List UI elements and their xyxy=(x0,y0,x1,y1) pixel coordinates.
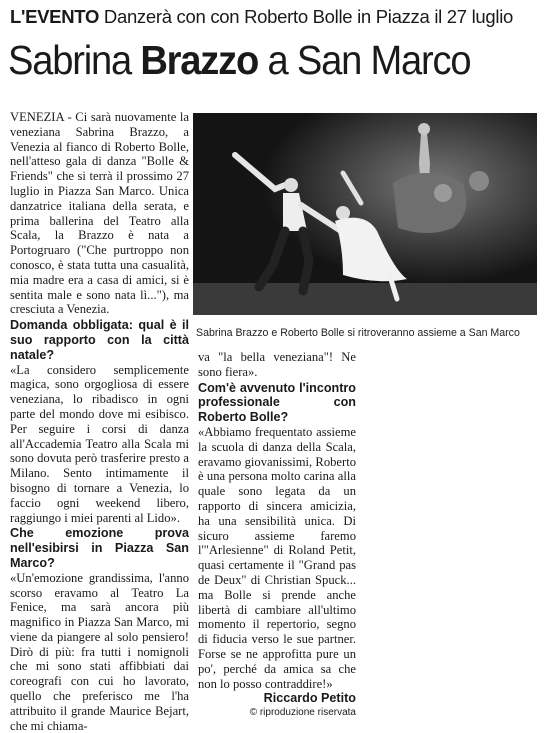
section-label: L'EVENTO xyxy=(10,6,100,27)
answer-2-continued: va "la bella veneziana"! Ne sono fiera». xyxy=(198,350,356,379)
question-2: Che emozione prova nell'esibirsi in Piazza San Marco? xyxy=(10,526,189,570)
kicker-text: Danzerà con con Roberto Bolle in Piazza il 27 luglio xyxy=(103,6,514,27)
answer-2: «Un'emozione grandissima, l'anno scorso eravamo al Teatro La Fenice, ma sarà ancora più magnifico in Piazza San Marco, mi viene da piangere al solo pensiero! Dirò di più: fra tutti i nomignoli che mi sono stati affibbiati dai coreografi con cui ho lavorato, quello che preferisco me l'ha attribuito il grande Maurice Bejart, che mi chiama- xyxy=(10,570,189,733)
headline-part2: a San Marco xyxy=(258,37,471,83)
kicker-line xyxy=(10,4,550,30)
answer-1: «La considero semplicemente magica, sono orgogliosa di essere veneziana, lo ribadisco in ogni parte del mondo dove mi esibisco. Per seguire i corsi di danza all'Accademia Teatro alla Scala mi sono dovuta però trasferire presto a Milano. Sento intimamente il bisogno di tornare a Venezia, lo faccio ogni weekend libero, raggiungo i miei parenti al Lido». xyxy=(10,362,189,525)
article-column-1 xyxy=(10,110,189,733)
dance-photo xyxy=(193,113,537,315)
article-intro: VENEZIA - Ci sarà nuovamente la veneziana Sabrina Brazzo, a Venezia al fianco di Roberto Bolle, nell'atteso gala di danza "Bolle & Friends" che si terrà il prossimo 27 luglio in Piazza San Marco. Unica danzatrice italiana della serata, e prima ballerina del Teatro alla Scala, la Brazzo è nata a Portogruaro ("Che purtroppo non conosco, è stata tutta una casualità, mia madre era a casa di amici, si è sentita male e sono nata lì..."), ma cresciuta a Venezia. xyxy=(10,110,189,317)
question-1: Domanda obbligata: qual è il suo rapporto con la città natale? xyxy=(10,318,189,362)
author-signature: Riccardo Petito xyxy=(263,691,356,706)
answer-3: «Abbiamo frequentato assieme la scuola di danza della Scala, eravamo giovanissimi, Roberto è una persona molto carina alla quale sono legata da un rapporto di sincera amicizia, ha una sensibilità unica. Di sicuro assieme faremo l'"Arlesienne" di Roland Petit, quasi certamente il "Grand pas de Deux" di Christian Spuck... ma Bolle si prende anche libertà di cambiare all'ultimo momento il repertorio, segno di fiducia verso le sue partner. Forse se ne approfitta pure un po', perché da amica sa che non lo posso contraddire!» xyxy=(198,424,356,691)
dance-photo-image xyxy=(193,113,537,315)
headline-bold: Brazzo xyxy=(140,37,259,83)
headline-part1: Sabrina xyxy=(8,37,141,83)
article-column-2 xyxy=(198,350,356,721)
reproduction-notice: © riproduzione riservata xyxy=(249,707,356,719)
photo-caption: Sabrina Brazzo e Roberto Bolle si ritroveranno assieme a San Marco xyxy=(196,327,520,339)
headline xyxy=(8,32,516,88)
question-3: Com'è avvenuto l'incontro professionale con Roberto Bolle? xyxy=(198,380,356,425)
